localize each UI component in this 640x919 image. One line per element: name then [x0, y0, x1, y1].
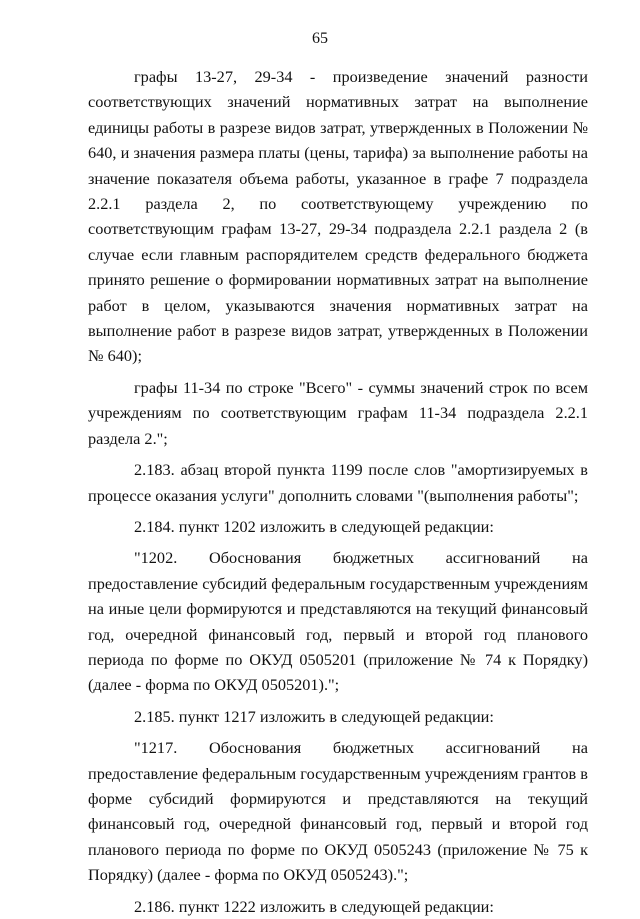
paragraph-1202-text: "1202. Обоснования бюджетных ассигнований на предоставление субсидий федеральным государственным учреждениям на иные цели формируются и представляются на текущий финансовый год, очередной финансовый год, первый и второй год планового периода по форме по ОКУД 0505201 (приложение № 74 к Порядку) (далее - форма по ОКУД 0505201).";: [88, 548, 588, 695]
paragraph-2-185: 2.185. пункт 1217 изложить в следующей редакции:: [134, 706, 494, 726]
page-number: 65: [312, 30, 328, 47]
paragraph-1217-text: "1217. Обоснования бюджетных ассигнований на предоставление федеральным государственным учреждениям грантов в форме субсидий формируются и представляются на текущий финансовый год, очередной финансовый год, первый и второй год планового периода по форме по ОКУД 0505243 (приложение № 75 к Порядку) (далее - форма по ОКУД 0505243).";: [88, 738, 588, 885]
paragraph-2-184: 2.184. пункт 1202 изложить в следующей редакции:: [134, 516, 494, 536]
paragraph-2-183: 2.183. абзац второй пункта 1199 после слов "амортизируемых в процессе оказания услуги" дополнить словами "(выполнения работы";: [88, 460, 588, 505]
document-body: [88, 64, 588, 919]
paragraph-graphs-13-27: графы 13-27, 29-34 - произведение значений разности соответствующих значений нормативных затрат на выполнение единицы работы в разрезе видов затрат, утвержденных в Положении № 640, и значения размера платы (цены, тарифа) за выполнение работы на значение показателя объема работы, указанное в графе 7 подраздела 2.2.1 раздела 2, по соответствующему учреждению по соответствующим графам 13-27, 29-34 подраздела 2.2.1 раздела 2 (в случае если главным распорядителем средств федерального бюджета принято решение о формировании нормативных затрат на выполнение работ в целом, указываются значения нормативных затрат на выполнение работ в разрезе видов затрат, утвержденных в Положении № 640);: [88, 67, 588, 366]
paragraph-graphs-11-34: графы 11-34 по строке "Всего" - суммы значений строк по всем учреждениям по соответствующим графам 11-34 подраздела 2.2.1 раздела 2.";: [88, 377, 588, 448]
paragraph-2-186: 2.186. пункт 1222 изложить в следующей редакции:: [134, 896, 494, 916]
